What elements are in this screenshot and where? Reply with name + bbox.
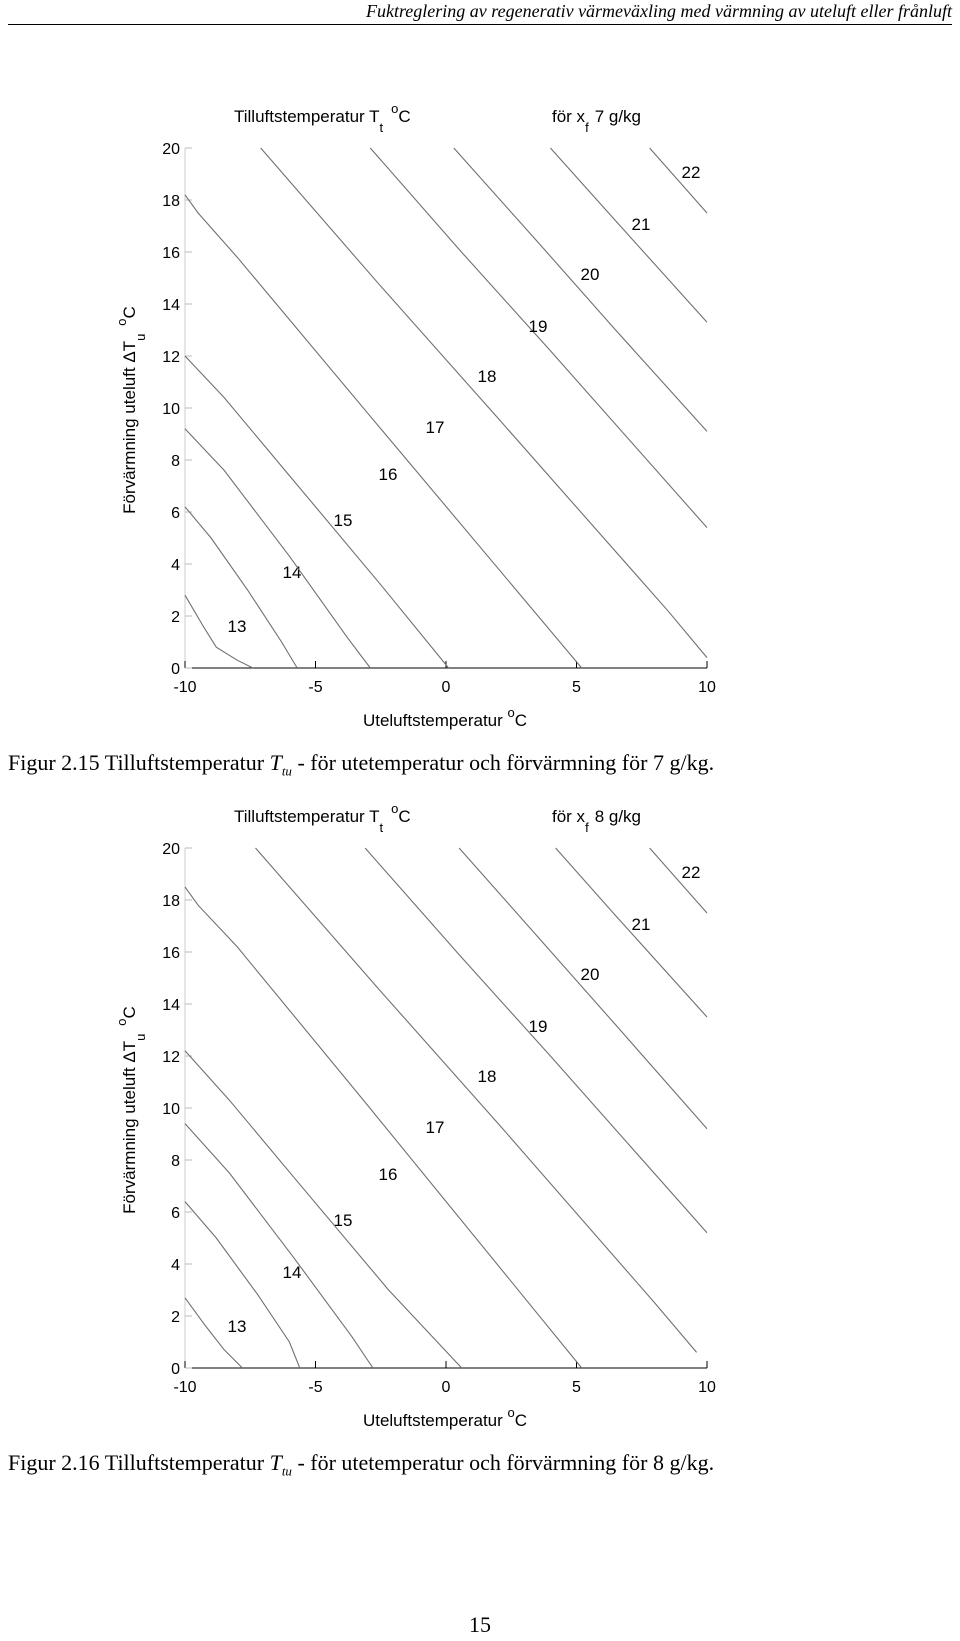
caption-prefix: Figur 2.16 Tilluftstemperatur (8, 1450, 270, 1475)
y-tick-label: 16 (162, 945, 180, 962)
contour-line-17 (185, 195, 582, 668)
x-tick-label: 10 (698, 679, 716, 696)
caption-subscript: tu (281, 1463, 292, 1479)
contour-line-14 (185, 1202, 300, 1368)
y-tick-label: 0 (171, 1361, 180, 1378)
y-tick-label: 6 (171, 1205, 180, 1222)
y-tick-label: 14 (162, 297, 180, 314)
page-number: 15 (469, 1612, 491, 1637)
contour-line-20 (454, 148, 707, 431)
x-tick-label: -5 (308, 1379, 323, 1396)
y-tick-label: 20 (162, 841, 180, 858)
x-tick-label: 5 (572, 679, 581, 696)
x-tick-label: -10 (173, 1379, 197, 1396)
contour-label-16: 16 (378, 465, 398, 484)
chart-figure-2-15 (0, 90, 960, 740)
contour-label-15: 15 (333, 1211, 353, 1230)
contour-label-15: 15 (333, 511, 353, 530)
y-tick-label: 2 (171, 1309, 180, 1326)
y-tick-label: 20 (162, 141, 180, 158)
chart-figure-2-16 (0, 790, 960, 1440)
contour-label-17: 17 (425, 1118, 445, 1137)
contour-line-17 (185, 887, 582, 1368)
contour-label-16: 16 (378, 1165, 398, 1184)
y-tick-label: 10 (162, 401, 180, 418)
y-tick-label: 16 (162, 245, 180, 262)
x-tick-label: -10 (173, 679, 197, 696)
contour-label-19: 19 (528, 317, 548, 336)
y-tick-label: 8 (171, 453, 180, 470)
x-axis-label: Uteluftstemperatur $^o$C (362, 1405, 528, 1430)
y-tick-label: 12 (162, 349, 180, 366)
contour-label-13: 13 (227, 617, 247, 636)
contour-label-22: 22 (681, 863, 701, 882)
figure-caption-2-15 (8, 750, 714, 779)
y-tick-label: 4 (171, 557, 180, 574)
y-tick-label: 10 (162, 1101, 180, 1118)
y-tick-label: 14 (162, 997, 180, 1014)
contour-line-20 (459, 848, 707, 1129)
contour-line-15 (185, 429, 370, 668)
x-tick-label: 0 (441, 1379, 451, 1396)
x-tick-label: -5 (308, 679, 323, 696)
contour-label-18: 18 (477, 367, 497, 386)
contour-label-22: 22 (681, 163, 701, 182)
contour-line-16 (185, 1051, 462, 1368)
caption-suffix: - för utetemperatur och förvärmning för 8 g/kg. (291, 1450, 715, 1475)
y-tick-label: 6 (171, 505, 180, 522)
contour-line-18 (256, 848, 697, 1352)
caption-prefix: Figur 2.15 Tilluftstemperatur (8, 750, 270, 775)
figure-caption-2-16 (8, 1450, 714, 1479)
x-axis-label: Uteluftstemperatur $^o$C (362, 705, 528, 730)
chart-title: Tilluftstemperatur $T_t^oC$ (234, 101, 411, 135)
y-tick-label: 8 (171, 1153, 180, 1170)
y-tick-label: 18 (162, 193, 180, 210)
contour-label-14: 14 (282, 563, 302, 582)
contour-label-21: 21 (631, 915, 651, 934)
contour-label-18: 18 (477, 1067, 497, 1086)
contour-label-20: 20 (580, 965, 600, 984)
x-tick-label: 10 (698, 1379, 716, 1396)
y-tick-label: 12 (162, 1049, 180, 1066)
contour-label-19: 19 (528, 1017, 548, 1036)
caption-symbol: T (269, 750, 282, 775)
contour-label-17: 17 (425, 418, 445, 437)
contour-line-16 (185, 356, 449, 668)
caption-subscript: tu (281, 763, 292, 779)
chart-humidity-label: för $x_f7$ g/kg (552, 107, 641, 135)
contour-label-21: 21 (631, 215, 651, 234)
contour-label-20: 20 (580, 265, 600, 284)
y-tick-label: 2 (171, 609, 180, 626)
contour-line-19 (370, 148, 707, 528)
x-tick-label: 0 (441, 679, 451, 696)
y-axis-label-group (114, 306, 148, 514)
contour-line-14 (185, 507, 297, 668)
contour-line-19 (365, 848, 707, 1233)
chart-title: Tilluftstemperatur $T_t^oC$ (234, 801, 411, 835)
y-tick-label: 4 (171, 1257, 180, 1274)
contour-label-14: 14 (282, 1263, 302, 1282)
y-axis-label: Förvärmning uteluft $\Delta T_u^oC$ (114, 1006, 148, 1214)
y-tick-label: 18 (162, 893, 180, 910)
x-tick-label: 5 (572, 1379, 581, 1396)
y-axis-label-group (114, 1006, 148, 1214)
y-tick-label: 0 (171, 661, 180, 678)
caption-symbol: T (269, 1450, 282, 1475)
running-header: Fuktreglering av regenerativ värmeväxling med värmning av uteluft eller frånluft (8, 0, 952, 25)
y-axis-label: Förvärmning uteluft $\Delta T_u^oC$ (114, 306, 148, 514)
chart-humidity-label: för $x_f8$ g/kg (552, 807, 641, 835)
caption-suffix: - för utetemperatur och förvärmning för 7 g/kg. (291, 750, 715, 775)
contour-label-13: 13 (227, 1317, 247, 1336)
